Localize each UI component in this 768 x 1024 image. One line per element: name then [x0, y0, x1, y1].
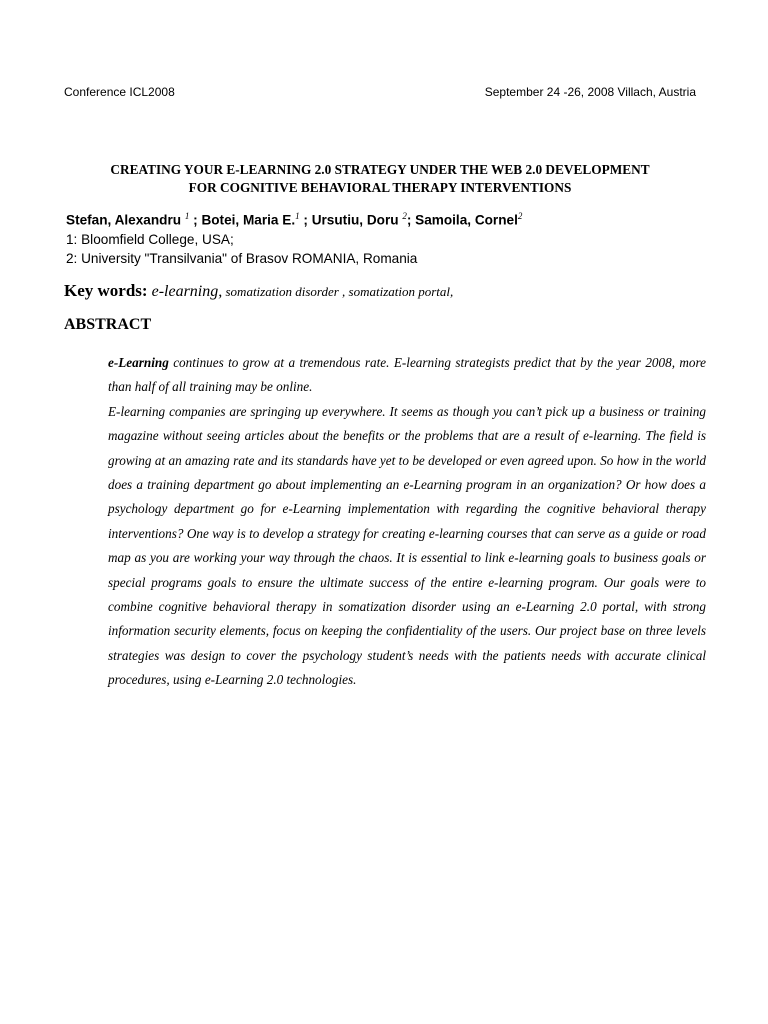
keyword-primary: e-learning, — [147, 283, 223, 300]
author-3-affiliation-mark: 2 — [402, 211, 407, 221]
author-3: ; Ursutiu, Doru — [299, 212, 399, 228]
author-1: Stefan, Alexandru — [66, 212, 182, 228]
affiliation-2: 2: University "Transilvania" of Brasov ROMANIA, Romania — [66, 250, 418, 266]
author-4-affiliation-mark: 2 — [517, 211, 523, 221]
keywords-label: Key words — [64, 281, 142, 300]
author-2: ; Botei, Maria E. — [189, 212, 296, 228]
paper-title — [40, 161, 720, 197]
abstract-paragraph-1-text: continues to grow at a tremendous rate. E-learning strategists predict that by the year 2008, more than half of all training may be online. — [108, 355, 706, 395]
conference-name: Conference ICL2008 — [64, 85, 175, 99]
author-2-affiliation-mark: 1 — [295, 211, 300, 221]
author-1-affiliation-mark: 1 — [184, 211, 190, 221]
running-header — [64, 85, 696, 99]
abstract-paragraph-2: E-learning companies are springing up everywhere. It seems as though you can’t pick up a business or training magazine without seeing articles about the benefits or the problems that are a result of e-learning. The field is growing at an amazing rate and its standards have yet to be developed or even agreed upon. So how in the world does a training department go about implementing an e-Learning program in an organization? Or how does a psychology department go for e-Learning implementation with regarding the cognitive behavioral therapy interventions? One way is to develop a strategy for creating e-learning courses that can serve as a guide or road map as you are working your way through the chaos. It is essential to link e-learning goals to business goals or special programs goals to ensure the ultimate success of the entire e-learning program. Our goals were to combine cognitive behavioral therapy in somatization disorder using an e-Learning 2.0 portal, with strong information security elements, focus on keeping the confidentiality of the users. Our project base on three levels strategies was design to cover the psychology student’s needs with the patients needs with accurate clinical procedures, using e-Learning 2.0 technologies. — [108, 403, 706, 688]
keywords-colon: : — [141, 281, 148, 300]
author-block — [66, 207, 726, 268]
keywords-line — [64, 281, 453, 301]
title-line-2: FOR COGNITIVE BEHAVIORAL THERAPY INTERVENTIONS — [188, 180, 572, 195]
abstract-heading: ABSTRACT — [64, 316, 152, 333]
abstract-lead-term: e-Learning — [108, 355, 169, 370]
author-4: ; Samoila, Cornel — [406, 212, 518, 228]
affiliation-1: 1: Bloomfield College, USA; — [66, 231, 234, 247]
keywords-rest: somatization disorder , somatization portal, — [222, 284, 454, 299]
conference-date-location: September 24 -26, 2008 Villach, Austria — [484, 85, 696, 99]
abstract-body — [108, 351, 706, 693]
author-names — [66, 207, 726, 230]
title-line-1: CREATING YOUR E-LEARNING 2.0 STRATEGY UNDER THE WEB 2.0 DEVELOPMENT — [110, 162, 650, 177]
abstract-paragraph-1 — [108, 351, 706, 400]
